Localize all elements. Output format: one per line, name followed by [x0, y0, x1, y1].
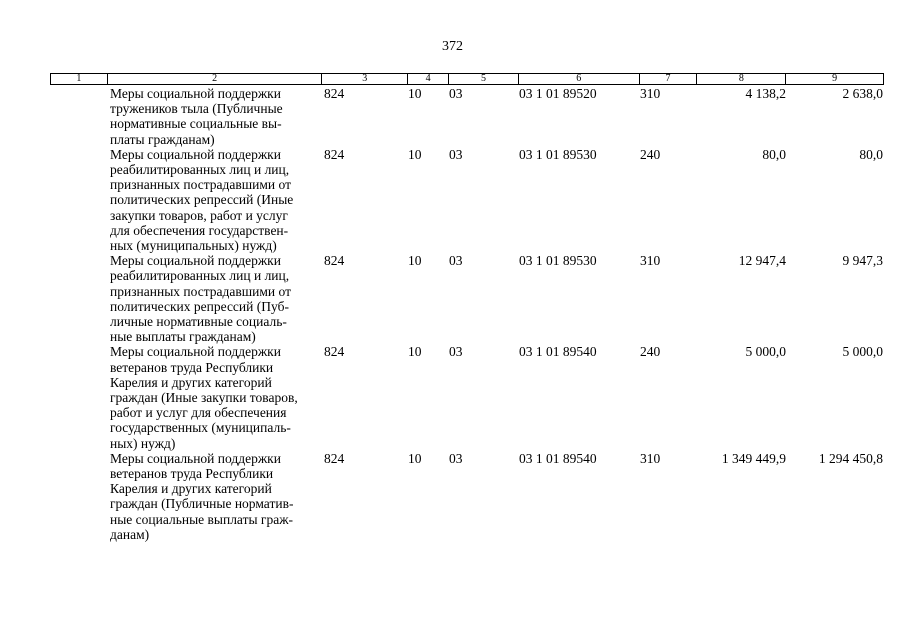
- row-col-1: [50, 253, 107, 344]
- row-code-cell: 824: [324, 146, 345, 162]
- row-name-cell: Меры социальной поддержки реабилитированных лиц и лиц, признанных пострадавшими от политических репрессий (Пуб- личные нормативные социаль- ные выплаты гражданам): [110, 253, 291, 345]
- column-header-9: 9: [832, 74, 838, 84]
- table-row: [50, 451, 884, 542]
- column-header-6: 6: [519, 74, 640, 84]
- table-row: [50, 86, 884, 147]
- row-amount-col9-cell: 9 947,3: [842, 253, 883, 269]
- column-header-1: 1: [51, 74, 108, 84]
- row-amount-col8-cell: 4 138,2: [745, 86, 786, 101]
- row-name-cell: Меры социальной поддержки ветеранов труда Республики Карелия и других категорий граждан (Иные закупки товаров, работ и услуг для обеспечения государственных (муниципаль- ных) нужд): [110, 344, 298, 451]
- row-expense-type-cell: 240: [640, 146, 661, 162]
- row-expense-type-cell: 240: [640, 344, 661, 360]
- row-expense-type-cell: 310: [640, 86, 661, 101]
- row-section-cell: 10: [408, 450, 422, 466]
- row-target-code-cell: 03 1 01 89540: [519, 344, 597, 360]
- table-body: [50, 86, 884, 542]
- row-amount-col8-cell: 1 349 449,9: [721, 450, 786, 466]
- row-amount-col8-cell: 5 000,0: [745, 344, 786, 360]
- row-expense-type-cell: 310: [640, 253, 661, 269]
- table-row: [50, 253, 884, 344]
- row-code-cell: 824: [324, 253, 345, 269]
- row-subsection-cell: 03: [449, 86, 463, 101]
- row-section-cell: 10: [408, 253, 422, 269]
- row-amount-col8-cell: 12 947,4: [738, 253, 786, 269]
- row-section-cell: 10: [408, 86, 422, 101]
- column-header-7: 7: [640, 74, 698, 84]
- row-subsection-cell: 03: [449, 253, 463, 269]
- row-col-1: [50, 147, 107, 253]
- column-header-3: 3: [322, 74, 408, 84]
- column-header-5: 5: [449, 74, 519, 84]
- row-target-code-cell: 03 1 01 89520: [519, 86, 597, 101]
- column-header-2: 2: [108, 74, 322, 84]
- table-row: [50, 344, 884, 450]
- row-name-cell: Меры социальной поддержки реабилитированных лиц и лиц, признанных пострадавшими от политических репрессий (Иные закупки товаров, работ и услуг для обеспечения государствен- ных (муниципальных) нужд): [110, 146, 294, 254]
- page-number: 372: [442, 39, 463, 54]
- row-amount-col9-cell: 5 000,0: [842, 344, 883, 360]
- row-target-code-cell: 03 1 01 89530: [519, 146, 597, 162]
- row-amount-col8-cell: 80,0: [762, 146, 786, 162]
- row-amount-col9-cell: 2 638,0: [842, 86, 883, 101]
- row-section-cell: 10: [408, 344, 422, 360]
- column-header-8: 8: [697, 74, 786, 84]
- row-target-code-cell: 03 1 01 89530: [519, 253, 597, 269]
- row-name-cell: Меры социальной поддержки ветеранов труда Республики Карелия и других категорий граждан (Публичные норматив- ные социальные выплаты граж- данам): [110, 450, 294, 542]
- row-col-1: [50, 451, 107, 542]
- table-row: [50, 147, 884, 253]
- row-subsection-cell: 03: [449, 344, 463, 360]
- table-header-row: [50, 73, 884, 85]
- row-col-1: [50, 344, 107, 450]
- row-amount-col9-cell: 80,0: [859, 146, 883, 162]
- row-code-cell: 824: [324, 344, 345, 360]
- row-section-cell: 10: [408, 146, 422, 162]
- row-code-cell: 824: [324, 86, 345, 101]
- row-subsection-cell: 03: [449, 450, 463, 466]
- row-code-cell: 824: [324, 450, 345, 466]
- column-header-4: 4: [408, 74, 449, 84]
- row-expense-type-cell: 310: [640, 450, 661, 466]
- row-col-1: [50, 86, 107, 147]
- row-subsection-cell: 03: [449, 146, 463, 162]
- row-amount-col9-cell: 1 294 450,8: [818, 450, 883, 466]
- row-target-code-cell: 03 1 01 89540: [519, 450, 597, 466]
- row-name-cell: Меры социальной поддержки тружеников тыла (Публичные нормативные социальные вы- платы гражданам): [110, 86, 283, 147]
